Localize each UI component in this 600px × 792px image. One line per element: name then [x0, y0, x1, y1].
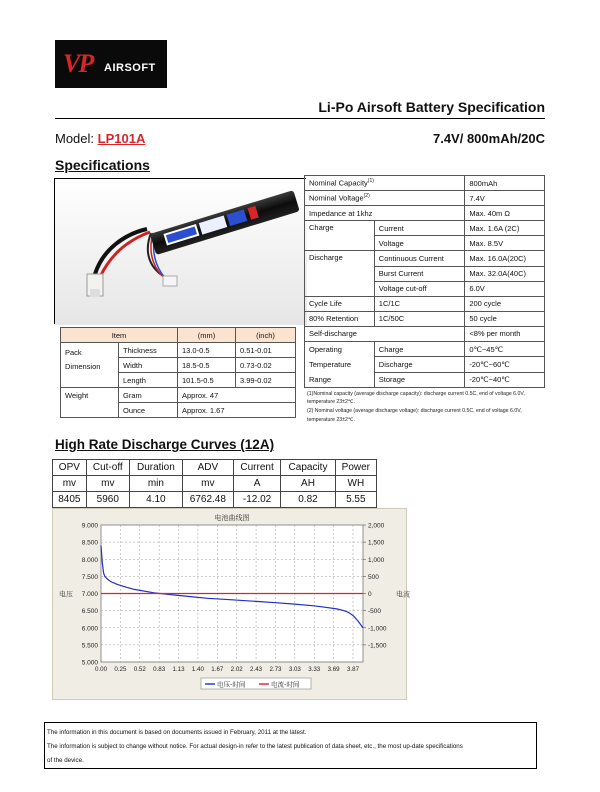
header-cell-power: Power [335, 460, 376, 476]
discharge-curve-svg [53, 509, 408, 701]
x-tick-label: 3.03 [288, 666, 301, 673]
row-mm: 13.0-0.5 [178, 343, 236, 358]
high-rate-unit-row [53, 476, 377, 492]
cycle-life-condition: 1C/1C [374, 296, 465, 311]
y-tick-label: 5.000 [81, 659, 98, 667]
row-value: Approx. 1.67 [178, 403, 296, 418]
value-cell-power: 5.55 [335, 492, 376, 508]
table-row [305, 251, 545, 266]
row-name: Gram [119, 388, 178, 403]
x-tick-label: 2.43 [250, 666, 263, 673]
discharge-label: Discharge [305, 251, 375, 296]
high-rate-heading: High Rate Discharge Curves (12A) [55, 437, 275, 452]
y-tick-label: 8.500 [81, 539, 98, 547]
charge-label: Charge [305, 221, 375, 251]
x-tick-label: 3.33 [308, 666, 321, 673]
battery-rating: 7.4V/ 800mAh/20C [432, 131, 545, 146]
legend-label: 电压-时间 [217, 680, 246, 689]
unit-cell-cutoff: mv [86, 476, 129, 492]
title-divider [55, 118, 545, 119]
row-name: Length [119, 373, 178, 388]
battery-photo [54, 178, 306, 324]
burst-current-label: Burst Current [374, 266, 465, 281]
continuous-current-value: Max. 16.0A(20C) [465, 251, 545, 266]
pack-label: Pack [65, 348, 82, 357]
y-tick-label: 6.000 [81, 625, 98, 633]
note-2: (2) Nominal voltage (average discharge voltage): discharge current 0.5C, end of voltage 6.0V, temperature 23±2℃. [307, 408, 522, 423]
table-row [305, 326, 545, 341]
operating-discharge-label: Discharge [374, 357, 465, 372]
y-tick-label: 7.000 [81, 591, 98, 598]
unit-cell-opv: mv [53, 476, 87, 492]
operating-discharge-value: -20℃~60℃ [465, 357, 545, 372]
x-tick-label: 1.67 [211, 666, 224, 673]
retention-label: 80% Retention [305, 311, 375, 326]
footer-disclaimer [44, 722, 537, 769]
x-tick-label: 3.87 [346, 666, 360, 673]
header-mm: (mm) [178, 328, 236, 343]
charge-voltage-value: Max. 8.5V [465, 236, 545, 251]
row-value: Approx. 47 [178, 388, 296, 403]
self-discharge-label: Self-discharge [305, 326, 465, 341]
logo-mark: VP [63, 49, 93, 78]
y2-tick-label: -1,000 [368, 625, 387, 633]
table-row [61, 343, 296, 358]
x-tick-label: 0.83 [153, 666, 166, 673]
table-row [305, 311, 545, 326]
retention-condition: 1C/50C [374, 311, 465, 326]
dimension-table [60, 327, 296, 418]
row-mm: 18.5-0.5 [178, 358, 236, 373]
self-discharge-value: <8% per month [465, 326, 545, 341]
value-cell-capacity: 0.82 [281, 492, 335, 508]
x-tick-label: 1.40 [191, 666, 204, 673]
header-inch: (inch) [236, 328, 296, 343]
header-item: Item [61, 328, 178, 343]
table-row [305, 221, 545, 236]
nominal-capacity-value: 800mAh [465, 176, 545, 191]
x-tick-label: 2.02 [230, 666, 243, 673]
operating-storage-label: Storage [374, 372, 465, 387]
value-cell-current: -12.02 [233, 492, 280, 508]
spec-table [304, 175, 545, 388]
y2-tick-label: 500 [368, 573, 379, 581]
specifications-heading: Specifications [55, 157, 150, 173]
discharge-curve-chart [52, 508, 410, 700]
cycle-life-label: Cycle Life [305, 296, 375, 311]
y2-tick-label: 0 [368, 591, 372, 598]
operating-storage-value: -20℃~40℃ [465, 372, 545, 387]
model-label: Model: [55, 131, 95, 146]
x-tick-label: 0.00 [94, 666, 108, 673]
nominal-capacity-label: Nominal Capacity$^{(1)}$ [305, 176, 465, 191]
footer-line-1: The information in this document is based on documents issued in February, 2011 at the latest. [47, 729, 307, 736]
value-cell-duration: 4.10 [129, 492, 182, 508]
table-row [305, 342, 545, 357]
y2-tick-label: -500 [368, 608, 382, 616]
charge-current-label: Current [374, 221, 465, 236]
unit-cell-duration: min [129, 476, 182, 492]
high-rate-table [52, 459, 377, 508]
dimension-label: Dimension [65, 362, 101, 371]
header-cell-current: Current [233, 460, 280, 476]
continuous-current-label: Continuous Current [374, 251, 465, 266]
x-tick-label: 0.52 [133, 666, 146, 673]
battery-illustration [55, 179, 307, 325]
row-name: Ounce [119, 403, 178, 418]
value-cell-cutoff: 5960 [86, 492, 129, 508]
note-1: (1)Nominal capacity (average discharge capacity): discharge current 0.5C, end of voltage 6.0V, temperature 23±2℃. [307, 391, 525, 406]
header-cell-opv: OPV [53, 460, 87, 476]
table-row [305, 206, 545, 221]
y2-tick-label: 1,000 [368, 556, 385, 564]
unit-cell-current: A [233, 476, 280, 492]
model-code: LP101A [97, 131, 146, 146]
brand-logo [55, 40, 167, 88]
voltage-cutoff-label: Voltage cut-off [374, 281, 465, 296]
header-cell-adv: ADV [182, 460, 233, 476]
y2-tick-label: 1,500 [368, 539, 385, 547]
table-row [305, 296, 545, 311]
model-line [55, 131, 145, 146]
y2-tick-label: 2,000 [368, 522, 385, 530]
retention-value: 50 cycle [465, 311, 545, 326]
value-cell-opv: 8405 [53, 492, 87, 508]
header-cell-capacity: Capacity [281, 460, 335, 476]
operating-temperature-label: Operating Temperature Range [305, 342, 375, 388]
table-row [305, 176, 545, 191]
logo-brand: AIRSOFT [104, 62, 156, 74]
impedance-label: Impedance at 1khz [305, 206, 465, 221]
row-name: Thickness [119, 343, 178, 358]
x-tick-label: 1.13 [172, 666, 185, 673]
chart-title: 电池曲线图 [214, 514, 250, 522]
legend-label: 电流-时间 [271, 680, 300, 689]
x-tick-label: 2.73 [269, 666, 282, 673]
table-row [305, 191, 545, 206]
x-tick-label: 0.25 [114, 666, 127, 673]
cycle-life-value: 200 cycle [465, 296, 545, 311]
operating-charge-label: Charge [374, 342, 465, 357]
footer-line-3: of the device. [47, 757, 84, 764]
y-tick-label: 5.500 [81, 642, 98, 650]
pack-dimension-label [61, 343, 119, 388]
value-cell-adv: 6762.48 [182, 492, 233, 508]
high-rate-value-row [53, 492, 377, 508]
y-tick-label: 8.000 [81, 556, 98, 564]
y-axis-label: 电压 [59, 590, 73, 599]
impedance-value: Max. 40m Ω [465, 206, 545, 221]
weight-label: Weight [61, 388, 119, 418]
y-tick-label: 6.500 [81, 608, 98, 616]
y-tick-label: 9.000 [81, 522, 98, 530]
y2-axis-label: 电流 [396, 590, 410, 599]
table-row [61, 388, 296, 403]
burst-current-value: Max. 32.0A(40C) [465, 266, 545, 281]
y2-tick-label: -1,500 [368, 642, 387, 650]
footer-line-2: The information is subject to change without notice. For actual design-in refer to the latest publication of data sheet, etc., the most up-date specifications [47, 743, 463, 750]
unit-cell-adv: mv [182, 476, 233, 492]
operating-charge-value: 0℃~45℃ [465, 342, 545, 357]
header-cell-duration: Duration [129, 460, 182, 476]
unit-cell-power: WH [335, 476, 376, 492]
row-mm: 101.5-0.5 [178, 373, 236, 388]
document-title: Li-Po Airsoft Battery Specification [318, 99, 545, 115]
high-rate-header-row [53, 460, 377, 476]
voltage-cutoff-value: 6.0V [465, 281, 545, 296]
nominal-voltage-value: 7.4V [465, 191, 545, 206]
nominal-voltage-label: Nominal Voltage$^{(2)}$ [305, 191, 465, 206]
header-cell-cutoff: Cut-off [86, 460, 129, 476]
row-inch: 3.99-0.02 [236, 373, 296, 388]
row-inch: 0.73-0.02 [236, 358, 296, 373]
charge-current-value: Max. 1.6A (2C) [465, 221, 545, 236]
x-tick-label: 3.69 [327, 666, 340, 673]
row-name: Width [119, 358, 178, 373]
charge-voltage-label: Voltage [374, 236, 465, 251]
y-tick-label: 7.500 [81, 573, 98, 581]
unit-cell-capacity: AH [281, 476, 335, 492]
dimension-table-header [61, 328, 296, 343]
row-inch: 0.51-0.01 [236, 343, 296, 358]
spec-notes [307, 390, 547, 424]
